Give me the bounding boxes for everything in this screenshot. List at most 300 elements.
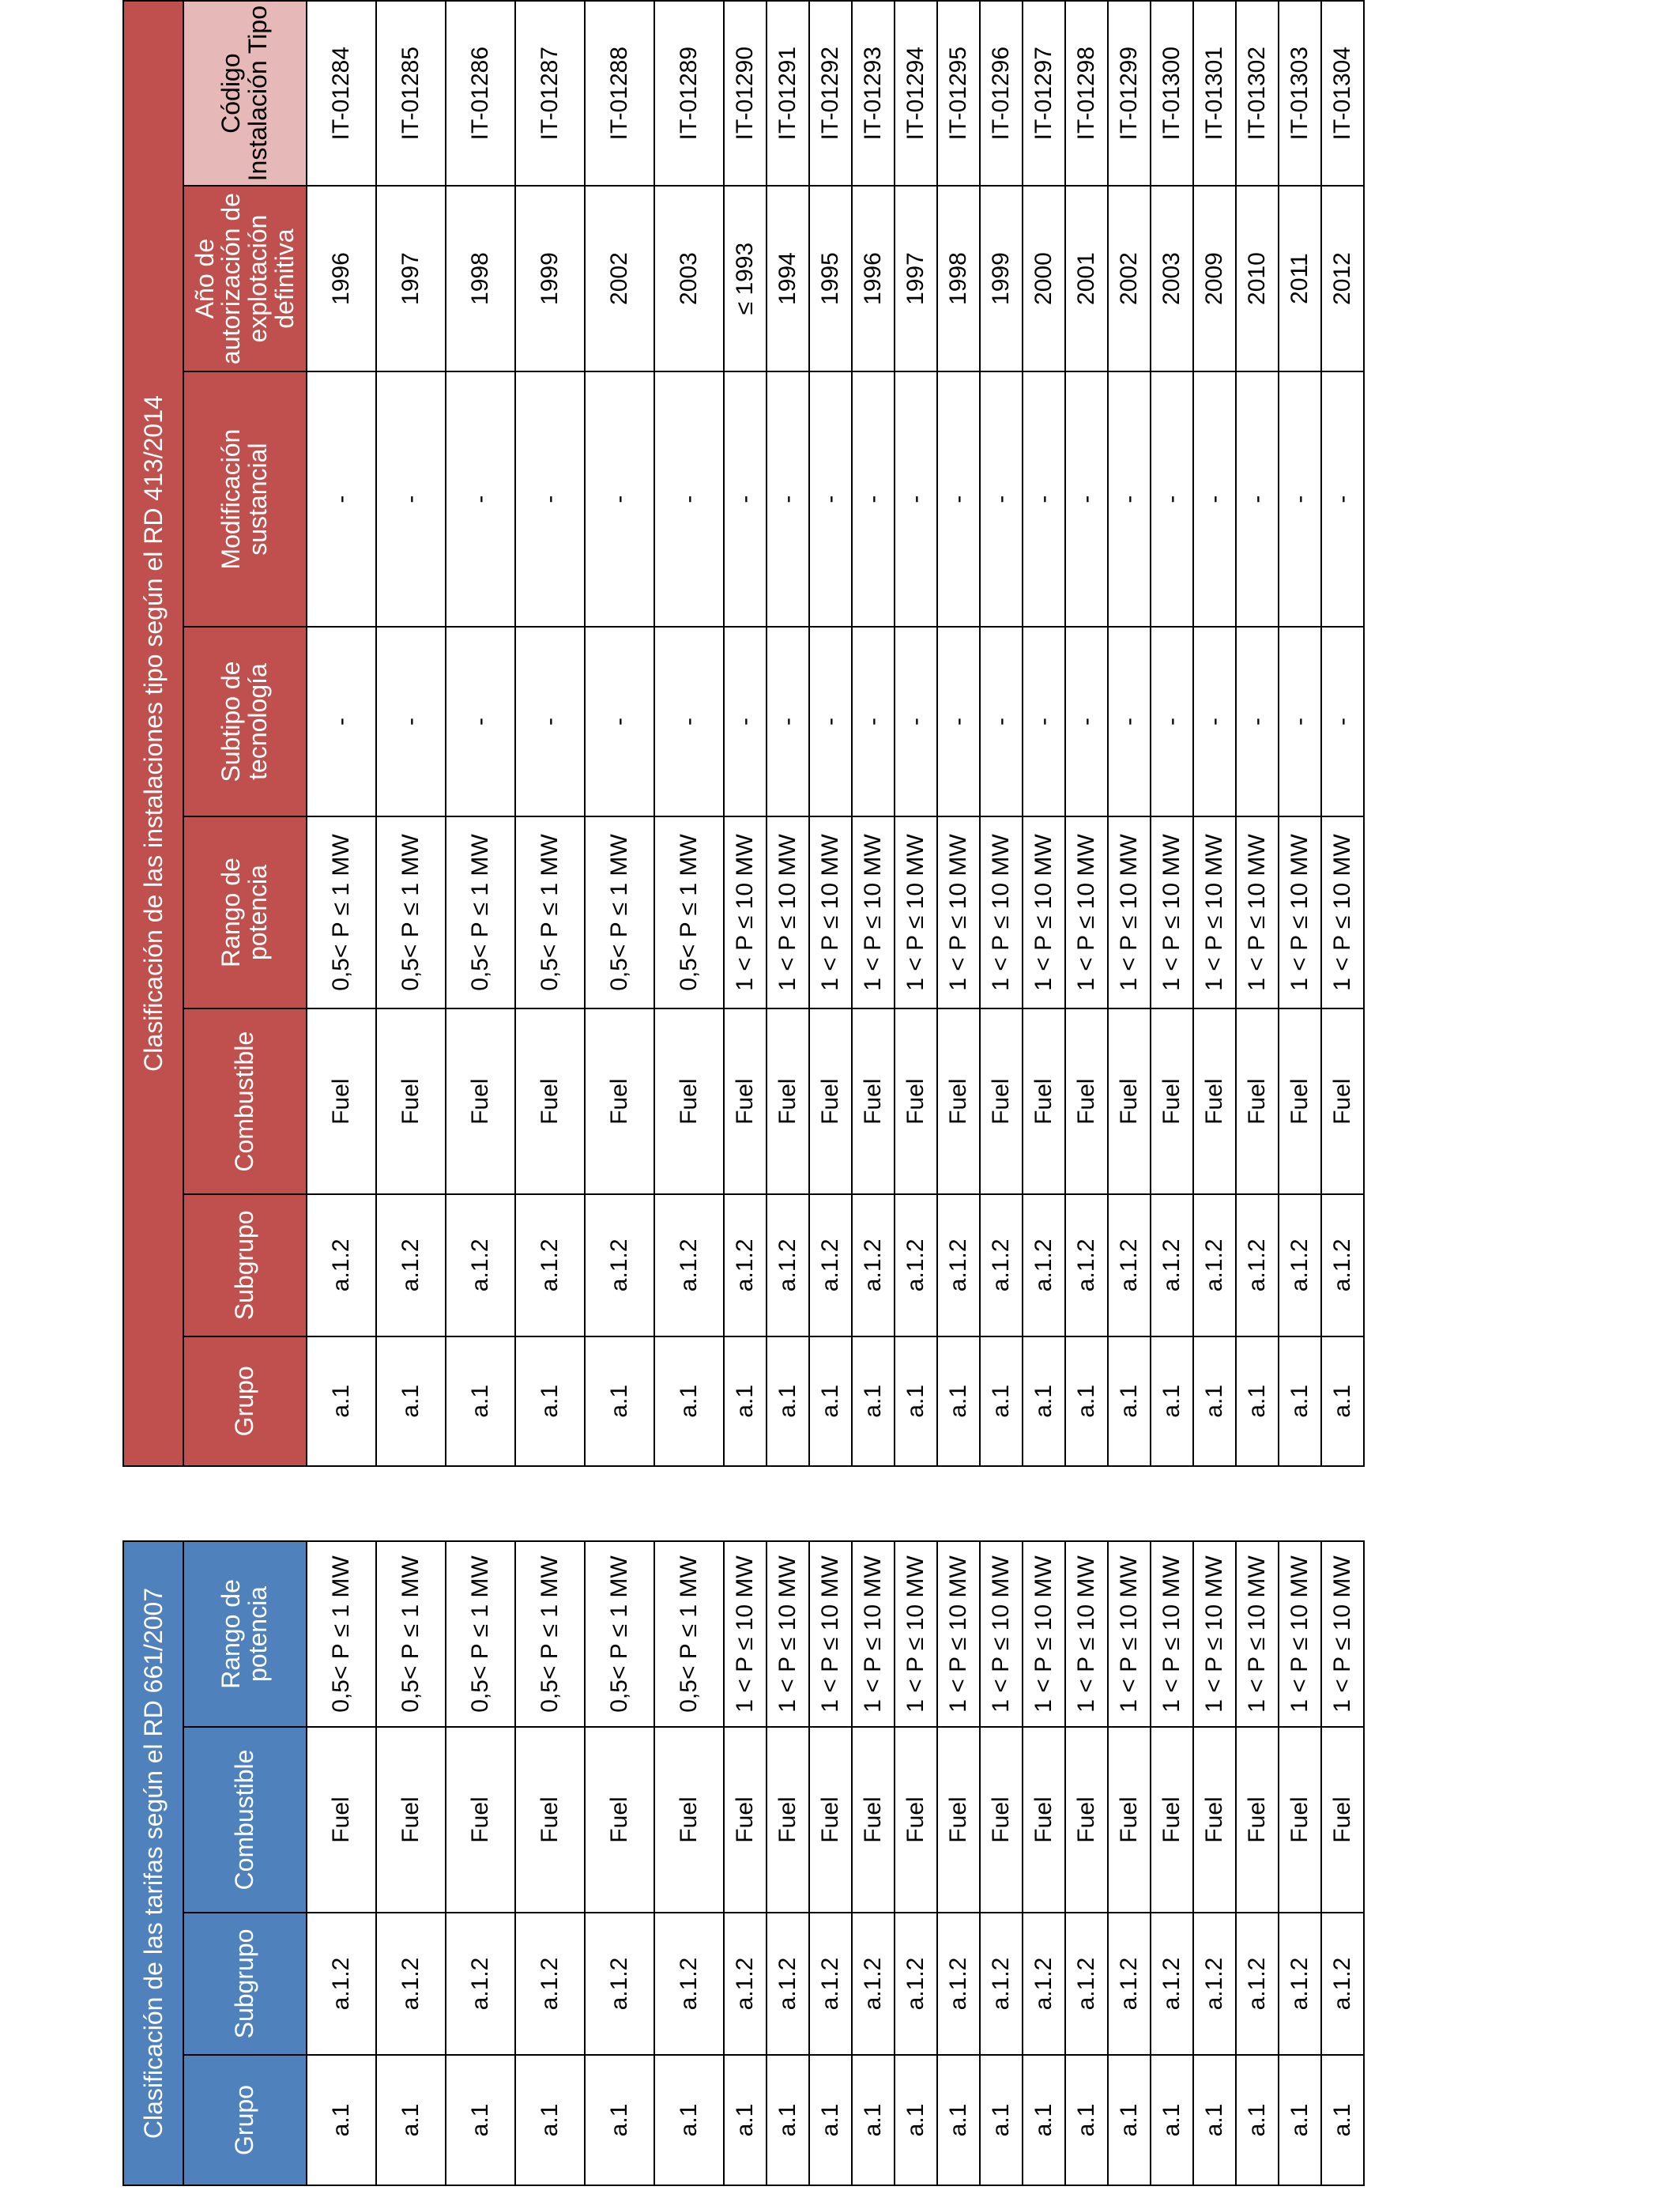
table-row	[809, 1541, 852, 2185]
table-cell: a.1.2	[1279, 1194, 1321, 1336]
table-cell: a.1.2	[376, 1194, 446, 1336]
table-cell: -	[724, 627, 767, 816]
table-cell: 2009	[1193, 186, 1236, 371]
table-row	[937, 1, 980, 1466]
rd413-header-subgrupo: Subgrupo	[183, 1194, 307, 1336]
table-cell: Fuel	[1236, 1727, 1279, 1913]
table-cell: 1 < P ≤ 10 MW	[1065, 1541, 1108, 1727]
table-cell: a.1.2	[1065, 1913, 1108, 2055]
table-cell: 1999	[515, 186, 585, 371]
table-cell: 1999	[980, 186, 1023, 371]
table-cell: Fuel	[446, 1727, 515, 1913]
table-cell: -	[852, 627, 895, 816]
rd413-header-combustible: Combustible	[183, 1008, 307, 1194]
rd661-header-rango: Rango de potencia	[183, 1541, 307, 1727]
table-cell: 1 < P ≤ 10 MW	[1279, 1541, 1321, 1727]
table-cell: -	[980, 371, 1023, 628]
table-cell: 1 < P ≤ 10 MW	[1151, 816, 1193, 1009]
table-cell: 0,5< P ≤ 1 MW	[585, 816, 654, 1009]
table-cell: a.1	[724, 1336, 767, 1466]
table-cell: a.1	[1236, 2055, 1279, 2185]
table-cell: Fuel	[852, 1727, 895, 1913]
table-cell: Fuel	[1193, 1727, 1236, 1913]
table-cell: a.1	[1108, 1336, 1151, 1466]
table-cell: a.1	[1108, 2055, 1151, 2185]
table-cell: a.1	[895, 1336, 937, 1466]
table-row	[852, 1541, 895, 2185]
table-cell: a.1.2	[852, 1194, 895, 1336]
table-cell: -	[767, 371, 809, 628]
table-cell: a.1.2	[1151, 1194, 1193, 1336]
table-row	[307, 1541, 376, 2185]
table-cell: IT-01301	[1193, 1, 1236, 186]
table-cell: 1 < P ≤ 10 MW	[724, 1541, 767, 1727]
table-cell: -	[1023, 627, 1065, 816]
table-row	[1236, 1541, 1279, 2185]
table-row	[1321, 1541, 1364, 2185]
table-row	[895, 1541, 937, 2185]
table-cell: Fuel	[654, 1008, 724, 1194]
table-row	[1151, 1, 1193, 1466]
table-cell: a.1	[852, 2055, 895, 2185]
table-cell: -	[1236, 627, 1279, 816]
table-cell: -	[1321, 627, 1364, 816]
rd413-header-modificacion: Modificación sustancial	[183, 371, 307, 628]
table-row	[1065, 1541, 1108, 2185]
table-cell: Fuel	[767, 1008, 809, 1194]
table-cell: -	[1193, 371, 1236, 628]
table-cell: 1 < P ≤ 10 MW	[895, 1541, 937, 1727]
table-cell: -	[307, 371, 376, 628]
table-cell: 0,5< P ≤ 1 MW	[446, 1541, 515, 1727]
table-cell: -	[654, 627, 724, 816]
table-cell: 2000	[1023, 186, 1065, 371]
table-cell: a.1.2	[1236, 1194, 1279, 1336]
table-cell: -	[767, 627, 809, 816]
table-cell: Fuel	[1023, 1008, 1065, 1194]
table-row	[307, 1, 376, 1466]
table-cell: a.1	[307, 1336, 376, 1466]
table-cell: 0,5< P ≤ 1 MW	[307, 1541, 376, 1727]
table-cell: a.1.2	[585, 1913, 654, 2055]
table-cell: IT-01293	[852, 1, 895, 186]
table-row	[515, 1541, 585, 2185]
table-cell: 1 < P ≤ 10 MW	[809, 816, 852, 1009]
table-cell: a.1	[937, 1336, 980, 1466]
table-cell: a.1.2	[307, 1194, 376, 1336]
table-cell: a.1	[654, 2055, 724, 2185]
table-cell: -	[654, 371, 724, 628]
table-cell: Fuel	[1321, 1727, 1364, 1913]
table-row	[1321, 1, 1364, 1466]
table-cell: a.1.2	[852, 1913, 895, 2055]
table-cell: a.1	[376, 1336, 446, 1466]
table-row	[980, 1, 1023, 1466]
table-cell: 1996	[852, 186, 895, 371]
table-cell: ≤ 1993	[724, 186, 767, 371]
table-cell: 2011	[1279, 186, 1321, 371]
table-row	[724, 1, 767, 1466]
table-cell: a.1.2	[937, 1913, 980, 2055]
table-cell: a.1	[980, 1336, 1023, 1466]
table-cell: a.1.2	[515, 1913, 585, 2055]
rd413-header-rango: Rango de potencia	[183, 816, 307, 1009]
table-cell: -	[1108, 371, 1151, 628]
table-cell: 1 < P ≤ 10 MW	[980, 816, 1023, 1009]
table-cell: a.1.2	[724, 1194, 767, 1336]
table-cell: Fuel	[376, 1727, 446, 1913]
table-cell: 1 < P ≤ 10 MW	[980, 1541, 1023, 1727]
table-cell: a.1	[767, 2055, 809, 2185]
table-cell: -	[1023, 371, 1065, 628]
table-cell: a.1.2	[724, 1913, 767, 2055]
table-cell: 1 < P ≤ 10 MW	[937, 1541, 980, 1727]
table-cell: -	[937, 371, 980, 628]
table-cell: 1996	[307, 186, 376, 371]
table-row	[446, 1541, 515, 2185]
table-cell: a.1.2	[1023, 1194, 1065, 1336]
table-cell: 1997	[376, 186, 446, 371]
table-cell: Fuel	[767, 1727, 809, 1913]
table-cell: 0,5< P ≤ 1 MW	[515, 816, 585, 1009]
table-cell: -	[1193, 627, 1236, 816]
table-cell: a.1.2	[980, 1913, 1023, 2055]
table-cell: 0,5< P ≤ 1 MW	[585, 1541, 654, 1727]
table-cell: 1995	[809, 186, 852, 371]
table-cell: 1 < P ≤ 10 MW	[895, 816, 937, 1009]
table-cell: -	[446, 627, 515, 816]
table-cell: Fuel	[515, 1727, 585, 1913]
table-cell: a.1	[1151, 1336, 1193, 1466]
table-cell: IT-01290	[724, 1, 767, 186]
table-cell: Fuel	[376, 1008, 446, 1194]
table-cell: Fuel	[809, 1727, 852, 1913]
table-cell: 1 < P ≤ 10 MW	[1108, 816, 1151, 1009]
table-cell: a.1	[1065, 2055, 1108, 2185]
table-row	[654, 1541, 724, 2185]
table-row	[767, 1541, 809, 2185]
table-cell: -	[515, 371, 585, 628]
table-row	[1108, 1541, 1151, 2185]
table-cell: IT-01292	[809, 1, 852, 186]
table-cell: IT-01299	[1108, 1, 1151, 186]
table-cell: a.1	[1151, 2055, 1193, 2185]
table-cell: Fuel	[1108, 1727, 1151, 1913]
table-cell: Fuel	[1151, 1008, 1193, 1194]
table-cell: -	[1065, 627, 1108, 816]
table-cell: a.1	[1023, 1336, 1065, 1466]
table-cell: a.1	[1193, 1336, 1236, 1466]
rd413-header-grupo: Grupo	[183, 1336, 307, 1466]
table-cell: a.1	[307, 2055, 376, 2185]
table-cell: -	[585, 627, 654, 816]
table-cell: 1994	[767, 186, 809, 371]
table-cell: Fuel	[1151, 1727, 1193, 1913]
table-cell: Fuel	[937, 1008, 980, 1194]
table-cell: 1 < P ≤ 10 MW	[1023, 816, 1065, 1009]
table-cell: Fuel	[895, 1727, 937, 1913]
table-cell: a.1	[515, 2055, 585, 2185]
table-cell: IT-01302	[1236, 1, 1279, 186]
table-row	[809, 1, 852, 1466]
table-cell: a.1	[895, 2055, 937, 2185]
table-cell: a.1	[1279, 1336, 1321, 1466]
table-cell: a.1	[1193, 2055, 1236, 2185]
table-cell: Fuel	[724, 1727, 767, 1913]
table-row	[1193, 1, 1236, 1466]
table-row	[895, 1, 937, 1466]
table-row	[376, 1, 446, 1466]
table-cell: a.1	[446, 2055, 515, 2185]
table-cell: Fuel	[724, 1008, 767, 1194]
table-cell: 1 < P ≤ 10 MW	[1065, 816, 1108, 1009]
table-cell: Fuel	[852, 1008, 895, 1194]
table-cell: -	[809, 627, 852, 816]
table-cell: a.1	[446, 1336, 515, 1466]
table-cell: a.1.2	[1321, 1194, 1364, 1336]
table-cell: IT-01288	[585, 1, 654, 186]
table-cell: 0,5< P ≤ 1 MW	[515, 1541, 585, 1727]
table-cell: -	[1151, 371, 1193, 628]
table-cell: 2010	[1236, 186, 1279, 371]
table-cell: 1 < P ≤ 10 MW	[852, 1541, 895, 1727]
table-cell: a.1.2	[767, 1913, 809, 2055]
table-cell: a.1.2	[446, 1913, 515, 2055]
table-cell: a.1.2	[654, 1913, 724, 2055]
table-row	[1023, 1541, 1065, 2185]
table-cell: -	[515, 627, 585, 816]
table-cell: 1 < P ≤ 10 MW	[767, 1541, 809, 1727]
table-cell: -	[1279, 627, 1321, 816]
table-cell: 1 < P ≤ 10 MW	[724, 816, 767, 1009]
table-cell: a.1.2	[446, 1194, 515, 1336]
table-row	[767, 1, 809, 1466]
table-cell: 1 < P ≤ 10 MW	[1151, 1541, 1193, 1727]
table-cell: Fuel	[307, 1727, 376, 1913]
table-cell: a.1	[585, 2055, 654, 2185]
table-cell: IT-01284	[307, 1, 376, 186]
table-cell: 1 < P ≤ 10 MW	[1193, 816, 1236, 1009]
table-row	[1151, 1541, 1193, 2185]
table-cell: a.1.2	[1193, 1194, 1236, 1336]
table-cell: IT-01295	[937, 1, 980, 186]
table-cell: a.1.2	[895, 1913, 937, 2055]
table-cell: a.1.2	[1023, 1913, 1065, 2055]
table-row	[852, 1, 895, 1466]
table-cell: IT-01300	[1151, 1, 1193, 186]
table-row	[1108, 1, 1151, 1466]
table-cell: Fuel	[1065, 1008, 1108, 1194]
table-cell: 2012	[1321, 186, 1364, 371]
table-cell: a.1	[809, 1336, 852, 1466]
table-cell: -	[1108, 627, 1151, 816]
table-cell: Fuel	[654, 1727, 724, 1913]
table-cell: Fuel	[980, 1727, 1023, 1913]
table-cell: IT-01289	[654, 1, 724, 186]
table-cell: a.1	[1321, 2055, 1364, 2185]
table-cell: Fuel	[895, 1008, 937, 1194]
table-cell: 1 < P ≤ 10 MW	[1108, 1541, 1151, 1727]
table-cell: 1998	[446, 186, 515, 371]
table-cell: IT-01291	[767, 1, 809, 186]
table-cell: IT-01294	[895, 1, 937, 186]
table-cell: a.1	[767, 1336, 809, 1466]
table-cell: a.1.2	[1065, 1194, 1108, 1336]
table-cell: IT-01285	[376, 1, 446, 186]
table-cell: -	[1065, 371, 1108, 628]
table-cell: 1997	[895, 186, 937, 371]
table-row	[937, 1541, 980, 2185]
table-cell: 2001	[1065, 186, 1108, 371]
table-cell: -	[809, 371, 852, 628]
table-cell: Fuel	[1065, 1727, 1108, 1913]
table-cell: a.1	[724, 2055, 767, 2185]
table-cell: a.1	[809, 2055, 852, 2185]
table-row	[1065, 1, 1108, 1466]
rd661-header-combustible: Combustible	[183, 1727, 307, 1913]
table-cell: -	[1279, 371, 1321, 628]
table-cell: IT-01304	[1321, 1, 1364, 186]
rd661-table-body	[307, 1541, 1364, 2185]
table-cell: 1 < P ≤ 10 MW	[1236, 1541, 1279, 1727]
table-cell: a.1	[515, 1336, 585, 1466]
table-cell: a.1.2	[307, 1913, 376, 2055]
table-cell: 0,5< P ≤ 1 MW	[446, 816, 515, 1009]
table-cell: a.1.2	[895, 1194, 937, 1336]
table-cell: a.1.2	[1151, 1913, 1193, 2055]
table-cell: Fuel	[1236, 1008, 1279, 1194]
table-cell: a.1.2	[980, 1194, 1023, 1336]
table-cell: a.1.2	[1279, 1913, 1321, 2055]
table-cell: 1 < P ≤ 10 MW	[1321, 816, 1364, 1009]
table-cell: a.1	[585, 1336, 654, 1466]
rd413-header-codigo: Código Instalación Tipo	[183, 1, 307, 186]
table-cell: a.1.2	[937, 1194, 980, 1336]
table-cell: a.1.2	[1108, 1194, 1151, 1336]
table-cell: a.1.2	[767, 1194, 809, 1336]
table-row	[1279, 1541, 1321, 2185]
table-cell: a.1	[1321, 1336, 1364, 1466]
table-cell: a.1	[376, 2055, 446, 2185]
table-cell: a.1	[1279, 2055, 1321, 2185]
table-cell: Fuel	[1193, 1008, 1236, 1194]
table-cell: 1 < P ≤ 10 MW	[1236, 816, 1279, 1009]
table-cell: Fuel	[980, 1008, 1023, 1194]
table-row	[724, 1541, 767, 2185]
table-cell: a.1.2	[1108, 1913, 1151, 2055]
table-cell: a.1	[980, 2055, 1023, 2185]
table-cell: IT-01297	[1023, 1, 1065, 186]
table-cell: -	[1236, 371, 1279, 628]
table-cell: 2002	[1108, 186, 1151, 371]
table-cell: 1 < P ≤ 10 MW	[937, 816, 980, 1009]
table-row	[1236, 1, 1279, 1466]
table-cell: -	[980, 627, 1023, 816]
table-cell: 1 < P ≤ 10 MW	[809, 1541, 852, 1727]
table-cell: IT-01296	[980, 1, 1023, 186]
table-cell: 2003	[654, 186, 724, 371]
table-cell: -	[446, 371, 515, 628]
table-row	[585, 1, 654, 1466]
table-cell: -	[585, 371, 654, 628]
table-cell: Fuel	[809, 1008, 852, 1194]
table-cell: Fuel	[585, 1008, 654, 1194]
table-cell: Fuel	[446, 1008, 515, 1194]
table-cell: IT-01287	[515, 1, 585, 186]
table-cell: Fuel	[1023, 1727, 1065, 1913]
table-cell: -	[724, 371, 767, 628]
table-cell: a.1.2	[809, 1913, 852, 2055]
rd413-classification-table	[122, 0, 1365, 1467]
table-cell: IT-01286	[446, 1, 515, 186]
table-row	[446, 1, 515, 1466]
table-row	[1279, 1, 1321, 1466]
table-row	[585, 1541, 654, 2185]
rd413-header-subtipo: Subtipo de tecnología	[183, 627, 307, 816]
table-row	[376, 1541, 446, 2185]
table-cell: Fuel	[937, 1727, 980, 1913]
table-cell: Fuel	[515, 1008, 585, 1194]
table-cell: 1 < P ≤ 10 MW	[1023, 1541, 1065, 1727]
table-cell: 1 < P ≤ 10 MW	[852, 816, 895, 1009]
table-cell: 2002	[585, 186, 654, 371]
table-cell: 0,5< P ≤ 1 MW	[376, 1541, 446, 1727]
table-cell: a.1	[852, 1336, 895, 1466]
table-cell: Fuel	[585, 1727, 654, 1913]
table-cell: Fuel	[1108, 1008, 1151, 1194]
table-cell: -	[376, 371, 446, 628]
table-cell: 0,5< P ≤ 1 MW	[654, 816, 724, 1009]
table-row	[980, 1541, 1023, 2185]
table-cell: -	[1321, 371, 1364, 628]
table-cell: a.1	[1023, 2055, 1065, 2185]
table-cell: -	[895, 627, 937, 816]
table-cell: a.1.2	[1236, 1913, 1279, 2055]
table-cell: -	[376, 627, 446, 816]
table-cell: 1 < P ≤ 10 MW	[1321, 1541, 1364, 1727]
table-cell: a.1.2	[376, 1913, 446, 2055]
table-cell: a.1.2	[809, 1194, 852, 1336]
table-cell: 1998	[937, 186, 980, 371]
rd661-table-title: Clasificación de las tarifas según el RD 661/2007	[123, 1541, 183, 2185]
table-cell: -	[937, 627, 980, 816]
table-row	[515, 1, 585, 1466]
rd413-table-body	[307, 1, 1364, 1466]
table-row	[1193, 1541, 1236, 2185]
table-cell: a.1	[1065, 1336, 1108, 1466]
rd661-header-subgrupo: Subgrupo	[183, 1913, 307, 2055]
table-cell: a.1.2	[654, 1194, 724, 1336]
table-cell: 1 < P ≤ 10 MW	[1193, 1541, 1236, 1727]
table-cell: -	[895, 371, 937, 628]
table-cell: a.1	[654, 1336, 724, 1466]
table-cell: -	[307, 627, 376, 816]
table-cell: 0,5< P ≤ 1 MW	[307, 816, 376, 1009]
rd413-table-title: Clasificación de las instalaciones tipo según el RD 413/2014	[123, 1, 183, 1466]
table-cell: a.1	[937, 2055, 980, 2185]
table-cell: IT-01303	[1279, 1, 1321, 186]
table-cell: a.1.2	[1193, 1913, 1236, 2055]
rd413-header-anio: Año de autorización de explotación definitiva	[183, 186, 307, 371]
table-cell: a.1.2	[515, 1194, 585, 1336]
rd661-classification-table	[122, 1540, 1365, 2186]
table-cell: Fuel	[1321, 1008, 1364, 1194]
table-cell: 1 < P ≤ 10 MW	[767, 816, 809, 1009]
table-cell: 2003	[1151, 186, 1193, 371]
table-cell: IT-01298	[1065, 1, 1108, 186]
rd661-header-grupo: Grupo	[183, 2055, 307, 2185]
table-cell: Fuel	[307, 1008, 376, 1194]
